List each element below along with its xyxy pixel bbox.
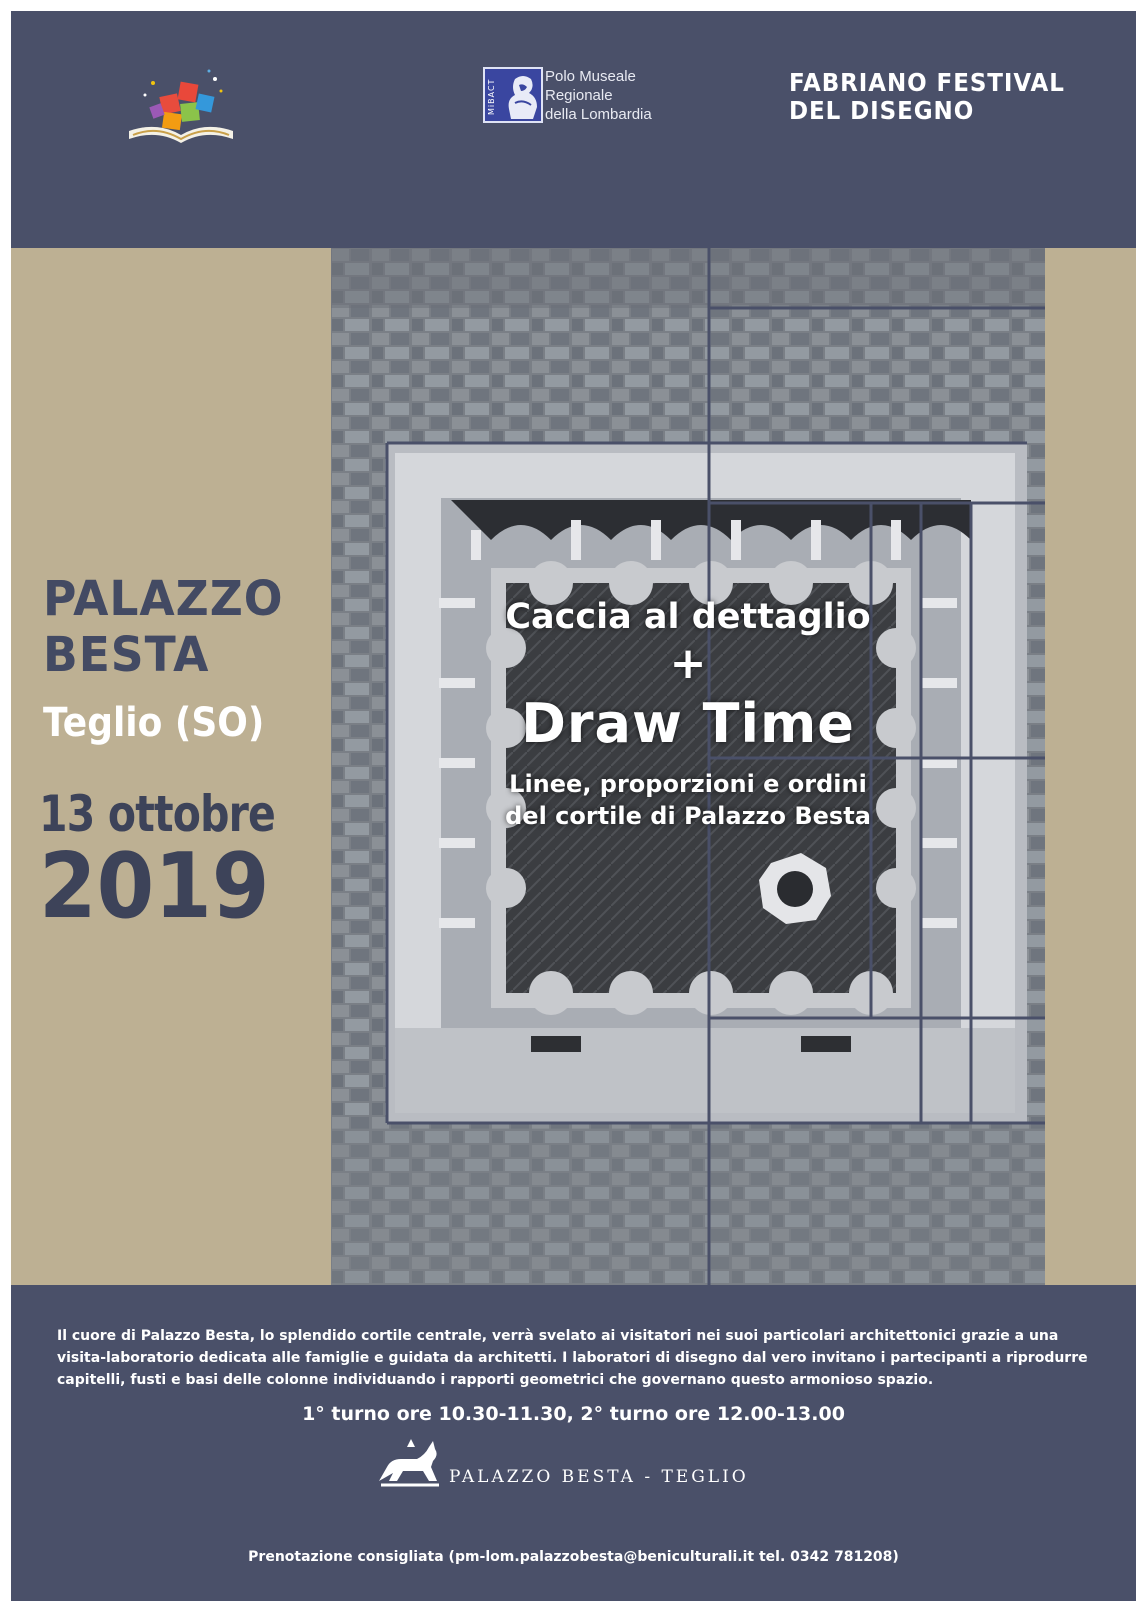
right-beige-strip: [1045, 248, 1136, 1285]
header-band: [11, 11, 1136, 248]
description-line: visita-laboratorio dedicata alle famiglie e guidata da architetti. I laboratori di disegno dal vero invitano i partecipanti a riprodurre: [57, 1350, 1088, 1366]
headline-subtitle-2: del cortile di Palazzo Besta: [505, 802, 871, 830]
mibact-logo: [483, 67, 683, 137]
mibact-line: Regionale: [545, 87, 613, 104]
description-line: capitelli, fusti e basi delle colonne individuando i rapporti geometrici che governano questo armonioso spazio.: [57, 1372, 934, 1388]
footer-band: [11, 1285, 1136, 1601]
poster: [11, 11, 1136, 1601]
fabriano-festival-logo: [789, 68, 1065, 125]
mibact-vertical-text: MiBACT: [487, 78, 496, 116]
venue-title: [43, 571, 296, 683]
palazzo-besta-logo: [373, 1437, 773, 1493]
left-info-panel: [11, 248, 331, 1285]
headline-subtitle-1: Linee, proporzioni e ordini: [509, 770, 867, 798]
lion-icon: [373, 1437, 443, 1493]
mibact-text: [545, 67, 685, 124]
event-date: 13 ottobre: [39, 785, 276, 843]
mibact-logo-icon: [483, 67, 543, 123]
venue-title-line: BESTA: [43, 627, 210, 683]
statue-figure-icon: [503, 73, 541, 121]
event-year: 2019: [39, 834, 270, 939]
headline-line-2: Draw Time: [521, 692, 855, 755]
mibact-line: della Lombardia: [545, 106, 652, 123]
courtyard-aerial-photo: [331, 248, 1045, 1285]
description-line: Il cuore di Palazzo Besta, lo splendido cortile centrale, verrà svelato ai visitatori nei suoi particolari architettonici grazie a una: [57, 1328, 1059, 1344]
venue-place: Teglio (SO): [43, 700, 265, 746]
fabriano-line: DEL DISEGNO: [789, 96, 975, 125]
palazzo-besta-logo-text: PALAZZO BESTA - TEGLIO: [449, 1467, 749, 1487]
booking-info: Prenotazione consigliata (pm-lom.palazzobesta@beniculturali.it tel. 0342 781208): [248, 1549, 899, 1565]
fabriano-line: FABRIANO FESTIVAL: [789, 68, 1065, 97]
headline-line-1: Caccia al dettaglio: [505, 597, 871, 637]
book-logo-icon: [123, 61, 239, 147]
event-schedule: 1° turno ore 10.30-11.30, 2° turno ore 12.00-13.00: [302, 1403, 845, 1425]
event-description: [57, 1325, 1097, 1391]
headline-plus: +: [669, 638, 707, 689]
mibact-line: Polo Museale: [545, 68, 636, 85]
venue-title-line: PALAZZO: [43, 571, 284, 627]
